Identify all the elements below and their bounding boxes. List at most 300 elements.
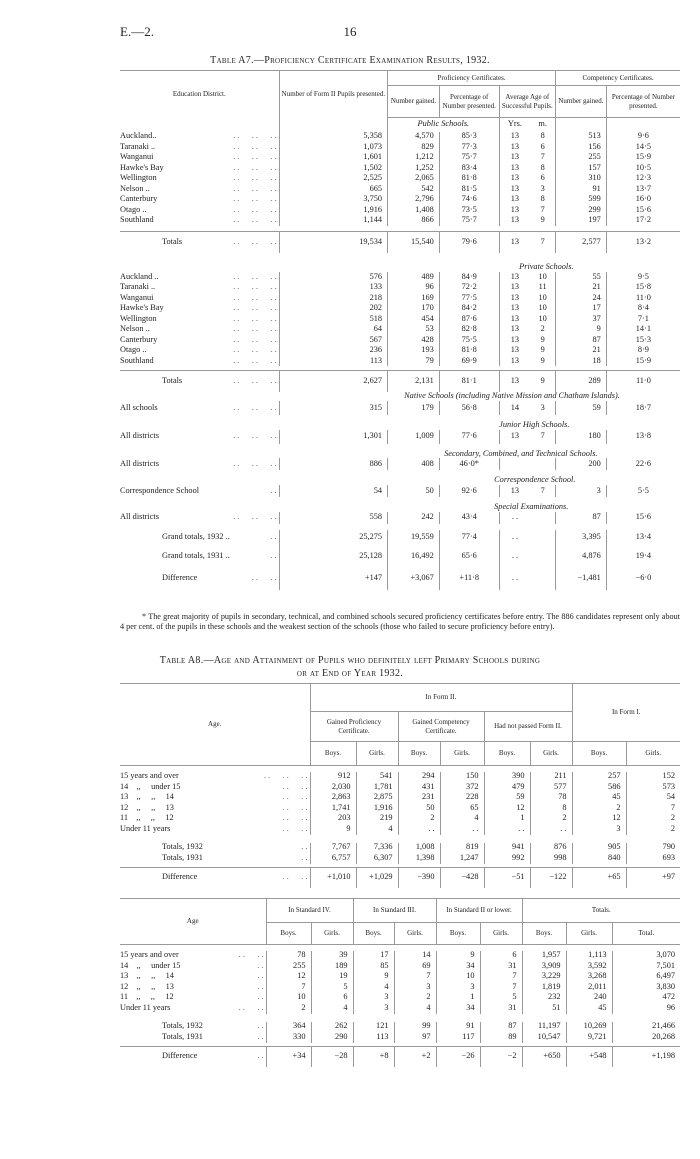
value-cell: 14	[394, 951, 436, 962]
group-standard-4: In Standard IV.	[266, 899, 353, 923]
leader-dots: . . . . . .	[233, 194, 277, 204]
col-boys: Boys.	[353, 923, 394, 945]
table-row	[120, 314, 680, 325]
table-row	[120, 205, 680, 216]
form2-presented: 2,627	[279, 370, 387, 392]
percentage: 46·0*	[439, 458, 499, 470]
group-competency: Competency Certificates.	[556, 71, 680, 86]
value-cell: 20,268	[652, 1031, 675, 1041]
value-cell: 3,830	[656, 981, 675, 991]
row-label	[120, 401, 279, 415]
row-label	[120, 430, 279, 444]
section-heading: Junior High Schools.	[499, 419, 570, 429]
comp-number-gained: 21	[556, 345, 607, 356]
comp-percentage: 10·5	[635, 162, 651, 172]
col-boys: Boys.	[436, 923, 480, 945]
comp-number-gained: 289	[556, 370, 607, 392]
value-cell: 255	[266, 961, 311, 972]
table-row	[120, 216, 680, 227]
form2-presented: 236	[279, 345, 387, 356]
form2-presented: 1,301	[279, 430, 387, 444]
value-cell: 150	[440, 772, 484, 783]
table-row	[120, 772, 680, 783]
comp-percentage: 13·2	[606, 231, 680, 253]
value-cell: 992	[484, 853, 530, 864]
comp-percentage: 18·7	[635, 402, 651, 412]
number-gained: 1,212	[388, 153, 440, 164]
group-gained-competency: Gained Competency Certificate.	[398, 712, 484, 742]
avg-age-years: 13	[510, 485, 520, 495]
value-cell: 1,398	[398, 853, 440, 864]
comp-number-gained: 200	[556, 458, 607, 470]
value-cell: 372	[440, 782, 484, 793]
form2-presented: 315	[279, 401, 387, 415]
value-cell: 3	[436, 982, 480, 993]
percentage: 65·6	[439, 546, 499, 568]
value-cell: 431	[398, 782, 440, 793]
table-row	[120, 951, 680, 962]
value-cell: 97	[394, 1032, 436, 1043]
comp-percentage: 13·8	[635, 431, 651, 441]
comp-number-gained: 180	[556, 430, 607, 444]
leader-dots: . . . .	[251, 573, 277, 583]
number-gained: 542	[388, 184, 440, 195]
col-boys: Boys.	[398, 742, 440, 766]
avg-age-months: 7	[530, 205, 555, 216]
comp-number-gained: 91	[556, 184, 607, 195]
age-label: 14 ,, under 15	[120, 960, 181, 970]
value-cell: 1,008	[398, 843, 440, 854]
value-cell: 117	[436, 1032, 480, 1043]
avg-age-years: 13	[510, 162, 520, 172]
value-cell: 3	[353, 993, 394, 1004]
leader-dots: . .	[257, 960, 264, 970]
leader-dots: . . . . . .	[233, 292, 277, 302]
value-cell: +34	[266, 1047, 311, 1067]
value-cell: 3,592	[566, 961, 612, 972]
totals-row	[120, 853, 680, 864]
avg-age-months: 3	[530, 401, 555, 415]
district-name: Wanganui	[120, 292, 154, 302]
table-a7-title: Table A7.—Proficiency Certificate Examination Results, 1932.	[210, 55, 490, 66]
section-heading: Private Schools.	[519, 262, 574, 271]
percentage: 56·8	[439, 401, 499, 415]
comp-number-gained: 3	[556, 485, 607, 497]
col-age-2: Age	[120, 899, 266, 945]
col-age: Age.	[120, 684, 310, 766]
form2-presented: 25,128	[279, 546, 387, 568]
comp-number-gained: 513	[556, 132, 607, 143]
comp-number-gained: 299	[556, 205, 607, 216]
leader-dots: . .	[301, 852, 308, 862]
percentage: 69·9	[439, 356, 499, 367]
value-cell: 7,501	[656, 960, 675, 970]
number-gained: 19,559	[388, 530, 440, 546]
value-cell: 96	[666, 1002, 675, 1012]
value-cell: +1,010	[310, 868, 356, 888]
row-label	[120, 153, 279, 164]
value-cell: 2,030	[310, 782, 356, 793]
number-gained: 53	[388, 324, 440, 335]
col-girls: Girls.	[566, 923, 612, 945]
avg-age-months: 9	[530, 335, 555, 346]
value-cell: 2	[530, 814, 572, 825]
avg-age-months: 8	[530, 163, 555, 174]
value-cell: −26	[436, 1047, 480, 1067]
district-name: Southland	[120, 215, 154, 225]
leader-dots: . . . .	[282, 781, 308, 791]
district-name: Wellington	[120, 173, 157, 183]
avg-age-years: . .	[511, 512, 519, 522]
table-a8-title-line2: or at End of Year 1932.	[296, 668, 404, 679]
form2-presented: 1,073	[279, 142, 387, 153]
section-spacer	[120, 421, 279, 430]
avg-age-years: 13	[510, 355, 520, 365]
age-label: 12 ,, ,, 13	[120, 802, 174, 812]
value-cell: 6	[311, 993, 353, 1004]
leader-dots: . . . . . .	[233, 458, 277, 468]
value-cell: +650	[522, 1047, 566, 1067]
col-girls: Girls.	[480, 923, 522, 945]
value-cell: 10	[436, 972, 480, 983]
row-label	[120, 772, 310, 783]
value-cell: 31	[480, 1003, 522, 1014]
comp-number-gained: 55	[556, 272, 607, 283]
leader-dots: . .	[270, 532, 277, 542]
avg-age-years: 13	[510, 324, 520, 334]
grand-total-row	[120, 530, 680, 546]
value-cell: 4	[440, 814, 484, 825]
avg-age-years: 13	[510, 183, 520, 193]
page-header	[0, 24, 700, 44]
value-cell: 1,741	[310, 803, 356, 814]
age-label: Totals, 1932	[162, 1021, 203, 1031]
section-heading: Native Schools (including Native Mission and Chatham Islands).	[404, 391, 620, 401]
value-cell: +548	[566, 1047, 612, 1067]
section-spacer	[120, 450, 279, 459]
comp-number-gained: 87	[556, 335, 607, 346]
leader-dots: . . . .	[282, 802, 308, 812]
row-label	[120, 1047, 266, 1067]
value-cell: 7	[266, 982, 311, 993]
row-label	[120, 184, 279, 195]
district-name: Wanganui	[120, 152, 154, 162]
row-label	[120, 174, 279, 185]
table-row	[120, 824, 680, 835]
district-name: Hawke's Bay	[120, 303, 164, 313]
form2-presented: 886	[279, 458, 387, 470]
avg-age-years: 13	[510, 215, 520, 225]
value-cell: 6,307	[356, 853, 398, 864]
leader-dots: . . . .	[282, 823, 308, 833]
unit-years: Yrs.	[507, 119, 522, 129]
value-cell: 2	[398, 814, 440, 825]
table-a8-part2	[120, 898, 680, 1067]
comp-percentage: 8·4	[637, 303, 649, 313]
comp-number-gained: 87	[556, 512, 607, 524]
leader-dots: . . . . . .	[233, 402, 277, 412]
table-row	[120, 1003, 680, 1014]
table-row	[120, 512, 680, 524]
value-cell: 693	[662, 852, 675, 862]
avg-age-years: 14	[510, 402, 520, 412]
comp-percentage: 9·6	[637, 131, 649, 141]
value-cell: 2	[572, 803, 626, 814]
comp-percentage: 13·4	[635, 532, 651, 542]
value-cell: 1,113	[566, 951, 612, 962]
units-row	[120, 118, 680, 132]
value-cell: 2	[670, 813, 675, 823]
value-cell: −390	[398, 868, 440, 888]
value-cell: 99	[394, 1022, 436, 1033]
form2-presented: 2,525	[279, 174, 387, 185]
table-row	[120, 303, 680, 314]
value-cell: +8	[353, 1047, 394, 1067]
avg-age-months: 10	[530, 314, 555, 325]
col-boys: Boys.	[522, 923, 566, 945]
comp-number-gained: 197	[556, 216, 607, 227]
percentage: +11·8	[439, 568, 499, 590]
comp-percentage: 11·0	[635, 292, 651, 302]
section-heading: Public Schools.	[388, 118, 500, 132]
comp-percentage: 15·6	[635, 204, 651, 214]
grand-total-row	[120, 546, 680, 568]
number-gained: 428	[388, 335, 440, 346]
avg-age-months: 7	[530, 485, 555, 497]
avg-age-years: 13	[510, 173, 520, 183]
row-label	[120, 951, 266, 962]
document-reference: E.—2.	[120, 24, 154, 39]
table-a7	[120, 70, 680, 590]
row-label	[120, 216, 279, 227]
number-gained: 2,796	[388, 195, 440, 206]
leader-dots: . . . . . .	[233, 303, 277, 313]
value-cell: 1,957	[522, 951, 566, 962]
value-cell: 4	[353, 982, 394, 993]
percentage: 81·8	[439, 174, 499, 185]
value-cell: 7	[480, 972, 522, 983]
avg-age-months: 7	[530, 231, 555, 253]
comp-number-gained: 9	[556, 324, 607, 335]
avg-age-months: 10	[530, 272, 555, 283]
section-heading-row	[120, 503, 680, 512]
avg-age-months: 10	[530, 303, 555, 314]
row-label	[120, 993, 266, 1004]
comp-percentage: 9·5	[637, 271, 649, 281]
age-label: 14 ,, under 15	[120, 781, 181, 791]
value-cell: 189	[311, 961, 353, 972]
leader-dots: . .	[270, 485, 277, 495]
row-label	[120, 1032, 266, 1043]
row-label	[120, 961, 266, 972]
age-label: 11 ,, ,, 12	[120, 813, 174, 823]
group-in-form1: In Form I.	[572, 684, 680, 742]
leader-dots: . . . . . .	[233, 313, 277, 323]
table-row	[120, 993, 680, 1004]
leader-dots: . .	[257, 981, 264, 991]
form2-presented: 1,144	[279, 216, 387, 227]
value-cell: 3,070	[656, 950, 675, 960]
col-girls: Girls.	[626, 742, 680, 766]
comp-percentage: 17·2	[635, 215, 651, 225]
value-cell: +1,198	[612, 1047, 680, 1067]
number-gained: 1,009	[388, 430, 440, 444]
leader-dots: . . . . . .	[233, 204, 277, 214]
avg-age-months: 9	[530, 216, 555, 227]
table-row	[120, 401, 680, 415]
value-cell: 45	[572, 793, 626, 804]
row-label	[120, 314, 279, 325]
spacer-row	[120, 1014, 680, 1022]
table-row	[120, 430, 680, 444]
comp-number-gained: 157	[556, 163, 607, 174]
district-name: Taranaki ..	[120, 141, 156, 151]
value-cell: 4	[394, 1003, 436, 1014]
value-cell: 9,721	[566, 1032, 612, 1043]
value-cell: 472	[662, 992, 675, 1002]
value-cell: 876	[530, 843, 572, 854]
table-row	[120, 142, 680, 153]
percentage: 72·2	[439, 282, 499, 293]
value-cell: 9	[436, 951, 480, 962]
avg-age-years: 13	[510, 152, 520, 162]
form2-presented: +147	[279, 568, 387, 590]
value-cell: 2,011	[566, 982, 612, 993]
value-cell: 121	[353, 1022, 394, 1033]
percentage: 75·7	[439, 153, 499, 164]
table-row	[120, 972, 680, 983]
spacer	[120, 1014, 680, 1022]
row-label	[120, 982, 266, 993]
value-cell: 790	[662, 842, 675, 852]
comp-percentage: 12·3	[635, 173, 651, 183]
form2-presented: 518	[279, 314, 387, 325]
avg-age-months: 9	[530, 356, 555, 367]
row-label	[120, 142, 279, 153]
percentage: 77·4	[439, 530, 499, 546]
table-row	[120, 132, 680, 143]
row-label	[120, 793, 310, 804]
row-label	[120, 458, 279, 470]
col-comp-number-gained: Number gained.	[556, 86, 607, 118]
leader-dots: . .	[301, 842, 308, 852]
value-cell: 12	[266, 972, 311, 983]
value-cell: 17	[353, 951, 394, 962]
value-cell: . .	[398, 824, 440, 835]
row-label	[120, 132, 279, 143]
value-cell: 89	[480, 1032, 522, 1043]
comp-percentage: 11·0	[606, 370, 680, 392]
leader-dots: . . . . . .	[233, 141, 277, 151]
value-cell: +1,029	[356, 868, 398, 888]
avg-age-years: 13	[499, 231, 530, 253]
leader-dots: . . . . . .	[233, 282, 277, 292]
difference-row	[120, 568, 680, 590]
value-cell: −28	[311, 1047, 353, 1067]
group-in-form2: In Form II.	[310, 684, 572, 712]
group-proficiency: Proficiency Certificates.	[388, 71, 556, 86]
comp-percentage: 22·6	[635, 458, 651, 468]
number-gained: 96	[388, 282, 440, 293]
group-standard-2: In Standard II or lower.	[436, 899, 522, 923]
row-label	[120, 843, 310, 854]
comp-percentage: 16·0	[635, 194, 651, 204]
percentage: 81·1	[439, 370, 499, 392]
percentage: 79·6	[439, 231, 499, 253]
value-cell: 7,336	[356, 843, 398, 854]
col-education-district: Education District.	[120, 71, 279, 118]
row-label	[120, 485, 279, 497]
avg-age-years: 13	[499, 370, 530, 392]
value-cell: 3	[394, 982, 436, 993]
comp-percentage: 8·9	[637, 345, 649, 355]
spacer	[120, 253, 680, 263]
comp-number-gained: 156	[556, 142, 607, 153]
number-gained: 193	[388, 345, 440, 356]
value-cell: −2	[480, 1047, 522, 1067]
table-row	[120, 345, 680, 356]
age-label: Difference	[162, 1051, 198, 1061]
row-label	[120, 324, 279, 335]
value-cell: 78	[530, 793, 572, 804]
avg-age-years: 13	[510, 194, 520, 204]
form2-presented: 25,275	[279, 530, 387, 546]
avg-age-months: 11	[530, 282, 555, 293]
row-label	[120, 293, 279, 304]
value-cell: 54	[666, 792, 675, 802]
value-cell: 152	[662, 771, 675, 781]
avg-age-months: 8	[530, 195, 555, 206]
comp-number-gained: 599	[556, 195, 607, 206]
value-cell: 8	[530, 803, 572, 814]
spacer-row	[120, 253, 680, 263]
col-girls: Girls.	[530, 742, 572, 766]
value-cell: 6,497	[656, 971, 675, 981]
district-name: All districts	[120, 431, 159, 441]
number-gained: 2,065	[388, 174, 440, 185]
table-row	[120, 485, 680, 497]
row-label	[120, 205, 279, 216]
avg-age-years: . .	[511, 573, 519, 583]
value-cell: 941	[484, 843, 530, 854]
district-name: Southland	[120, 355, 154, 365]
comp-number-gained: 17	[556, 303, 607, 314]
table-row	[120, 272, 680, 283]
value-cell: 3,229	[522, 972, 566, 983]
totals-row	[120, 370, 680, 392]
value-cell: 34	[436, 961, 480, 972]
value-cell: 91	[436, 1022, 480, 1033]
district-name: All districts	[120, 512, 159, 522]
value-cell: 31	[480, 961, 522, 972]
value-cell: 5	[480, 993, 522, 1004]
avg-age-months: 8	[530, 132, 555, 143]
comp-percentage: 14·5	[635, 141, 651, 151]
footnote: * The great majority of pupils in secondary, technical, and combined schools secured proficiency certificates before entry. The 886 candidates represent only about 4 per cent. of the pupils in these schools and the weakest section of the schools (those who failed to secure proficiency before entry).	[120, 612, 680, 632]
totals-row	[120, 1032, 680, 1043]
percentage: 75·5	[439, 335, 499, 346]
district-name: Grand totals, 1932 ..	[162, 532, 230, 542]
value-cell: 290	[311, 1032, 353, 1043]
totals-row	[120, 843, 680, 854]
table-row	[120, 293, 680, 304]
percentage: 74·6	[439, 195, 499, 206]
value-cell: −51	[484, 868, 530, 888]
comp-percentage: 13·7	[635, 183, 651, 193]
avg-age-months	[530, 512, 555, 524]
district-name: Nelson ..	[120, 183, 150, 193]
value-cell: 7,767	[310, 843, 356, 854]
